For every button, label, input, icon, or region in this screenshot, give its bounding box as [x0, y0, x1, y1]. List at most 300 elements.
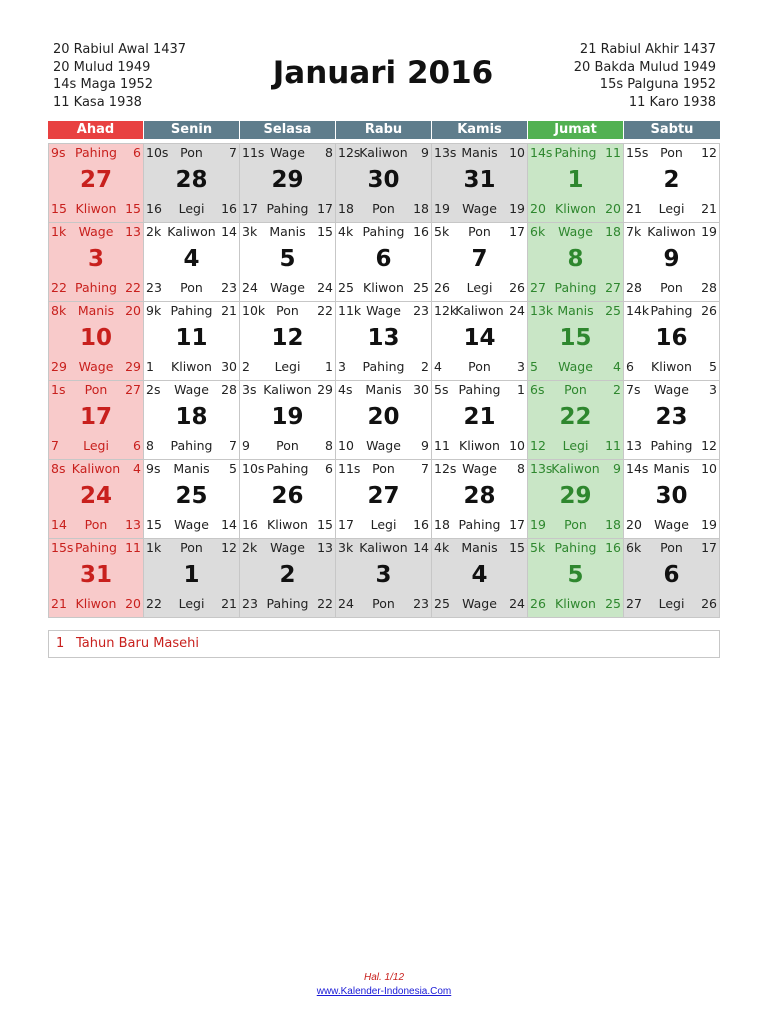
pasaran-day: Pahing	[554, 540, 597, 555]
saka-date: 13s	[530, 461, 553, 476]
hijri-day: 8	[325, 145, 333, 160]
wuku-day: 11	[605, 438, 621, 453]
day-cell[interactable]	[336, 381, 432, 460]
saka-date: 13k	[530, 303, 554, 318]
weekday-header-row	[48, 121, 720, 139]
gregorian-day-number: 13	[367, 325, 400, 351]
cell-bottom-row	[434, 438, 525, 454]
saka-date: 12s	[434, 461, 457, 476]
day-cell[interactable]	[432, 539, 528, 618]
cell-bottom-row	[51, 201, 141, 217]
pasaran-day: Pahing	[266, 596, 309, 611]
day-cell[interactable]	[144, 302, 240, 381]
pasaran-day: Legi	[274, 359, 301, 374]
header-right-line: 20 Bakda Mulud 1949	[573, 59, 716, 75]
wuku-day: 19	[509, 201, 525, 216]
hijri-day: 8	[517, 461, 525, 476]
day-cell[interactable]	[528, 302, 624, 381]
wuku-day: 15	[317, 517, 333, 532]
gregorian-day-number: 3	[375, 562, 392, 588]
wuku-day: 16	[413, 517, 429, 532]
saka-date: 9s	[51, 145, 66, 160]
gregorian-day-number: 1	[567, 167, 584, 193]
calendar-grid	[48, 121, 720, 618]
pasaran-day: Pon	[468, 359, 491, 374]
cell-bottom-row	[626, 438, 717, 454]
cell-top-row	[146, 540, 237, 556]
pasaran-day: Wage	[270, 280, 305, 295]
saka-date: 15s	[51, 540, 74, 555]
day-cell[interactable]	[144, 144, 240, 223]
cell-top-row	[338, 461, 429, 477]
day-cell[interactable]	[528, 223, 624, 302]
wuku-day: 23	[221, 280, 237, 295]
wuku-day: 4	[613, 359, 621, 374]
weekday-header-tuesday: Selasa	[240, 121, 336, 139]
hijri-day: 14	[413, 540, 429, 555]
pasaran-day: Legi	[83, 438, 109, 453]
gregorian-day-number: 26	[271, 483, 304, 509]
javanese-day: 17	[242, 201, 258, 216]
saka-date: 3k	[338, 540, 354, 555]
day-cell[interactable]	[48, 223, 144, 302]
hijri-day: 16	[413, 224, 429, 239]
day-cell[interactable]	[240, 539, 336, 618]
day-cell[interactable]	[48, 460, 144, 539]
cell-top-row	[626, 303, 717, 319]
weekday-header-sunday: Ahad	[48, 121, 144, 139]
cell-bottom-row	[242, 438, 333, 454]
javanese-day: 29	[51, 359, 67, 374]
pasaran-day: Pahing	[266, 201, 309, 216]
pasaran-day: Wage	[78, 359, 114, 374]
day-cell[interactable]	[144, 223, 240, 302]
day-cell[interactable]	[48, 144, 144, 223]
saka-date: 4s	[338, 382, 353, 397]
pasaran-day: Wage	[366, 303, 401, 318]
cell-bottom-row	[242, 201, 333, 217]
cell-bottom-row	[530, 201, 621, 217]
pasaran-day: Manis	[653, 461, 690, 476]
cell-top-row	[530, 540, 621, 556]
javanese-day: 15	[146, 517, 162, 532]
wuku-day: 23	[413, 596, 429, 611]
header-left-line: 20 Rabiul Awal 1437	[53, 42, 187, 57]
cell-bottom-row	[146, 438, 237, 454]
pasaran-day: Pon	[660, 540, 683, 555]
cell-bottom-row	[146, 517, 237, 533]
saka-date: 9s	[146, 461, 161, 476]
day-cell[interactable]	[336, 144, 432, 223]
hijri-day: 7	[421, 461, 429, 476]
gregorian-day-number: 6	[375, 246, 392, 272]
cell-bottom-row	[434, 280, 525, 296]
week-row	[48, 302, 720, 381]
cell-bottom-row	[338, 517, 429, 533]
hijri-javanese-end-dates	[574, 41, 716, 111]
pasaran-day: Pahing	[650, 303, 693, 318]
javanese-day: 23	[242, 596, 258, 611]
saka-date: 3s	[242, 382, 257, 397]
cell-top-row	[338, 224, 429, 240]
pasaran-day: Kliwon	[75, 596, 117, 611]
gregorian-day-number: 28	[175, 167, 208, 193]
weekday-header-wednesday: Rabu	[336, 121, 432, 139]
saka-date: 14s	[626, 461, 649, 476]
day-cell[interactable]	[240, 223, 336, 302]
pasaran-day: Pon	[84, 382, 108, 397]
cell-top-row	[626, 461, 717, 477]
javanese-day: 21	[626, 201, 642, 216]
hijri-day: 13	[125, 224, 141, 239]
cell-bottom-row	[530, 359, 621, 375]
day-cell[interactable]	[624, 223, 720, 302]
day-cell[interactable]	[336, 460, 432, 539]
hijri-day: 4	[133, 461, 141, 476]
javanese-day: 16	[146, 201, 162, 216]
cell-top-row	[51, 461, 141, 477]
gregorian-day-number: 25	[175, 483, 208, 509]
gregorian-day-number: 11	[175, 325, 208, 351]
hijri-day: 26	[701, 303, 717, 318]
pasaran-day: Pon	[180, 145, 203, 160]
gregorian-day-number: 8	[567, 246, 584, 272]
gregorian-day-number: 4	[183, 246, 200, 272]
javanese-day: 18	[338, 201, 354, 216]
week-row	[48, 144, 720, 223]
day-cell[interactable]	[528, 381, 624, 460]
javanese-day: 20	[626, 517, 642, 532]
cell-bottom-row	[530, 280, 621, 296]
cell-top-row	[626, 382, 717, 398]
hijri-day: 10	[509, 145, 525, 160]
day-cell[interactable]	[48, 539, 144, 618]
wuku-day: 15	[125, 201, 141, 216]
saka-date: 9k	[146, 303, 162, 318]
javanese-day: 10	[338, 438, 354, 453]
pasaran-day: Wage	[462, 201, 497, 216]
pasaran-day: Legi	[658, 201, 685, 216]
pasaran-day: Wage	[462, 596, 497, 611]
day-cell[interactable]	[432, 381, 528, 460]
wuku-day: 12	[701, 438, 717, 453]
pasaran-day: Pon	[180, 540, 203, 555]
day-cell[interactable]	[528, 144, 624, 223]
cell-top-row	[338, 540, 429, 556]
wuku-day: 17	[509, 517, 525, 532]
cell-top-row	[242, 145, 333, 161]
javanese-day: 27	[626, 596, 642, 611]
day-cell[interactable]	[336, 539, 432, 618]
cell-bottom-row	[626, 359, 717, 375]
pasaran-day: Legi	[178, 201, 205, 216]
saka-date: 10s	[242, 461, 265, 476]
gregorian-day-number: 27	[367, 483, 400, 509]
cell-top-row	[338, 145, 429, 161]
hijri-day: 7	[229, 145, 237, 160]
wuku-day: 2	[421, 359, 429, 374]
cell-bottom-row	[434, 517, 525, 533]
cell-bottom-row	[338, 359, 429, 375]
hijri-day: 23	[413, 303, 429, 318]
cell-bottom-row	[146, 201, 237, 217]
saka-date: 10s	[146, 145, 169, 160]
cell-bottom-row	[51, 438, 141, 454]
weekday-header-friday: Jumat	[528, 121, 624, 139]
header-right-line: 21 Rabiul Akhir 1437	[579, 42, 716, 57]
pasaran-day: Kaliwon	[167, 224, 216, 239]
pasaran-day: Pon	[564, 517, 587, 532]
day-cell[interactable]	[528, 539, 624, 618]
saka-date: 5k	[434, 224, 450, 239]
hijri-day: 15	[317, 224, 333, 239]
cell-top-row	[51, 224, 141, 240]
pasaran-day: Manis	[269, 224, 306, 239]
pasaran-day: Manis	[461, 145, 498, 160]
saka-date: 12s	[338, 145, 361, 160]
javanese-day: 27	[530, 280, 546, 295]
day-cell[interactable]	[528, 460, 624, 539]
hijri-day: 12	[221, 540, 237, 555]
cell-bottom-row	[51, 280, 141, 296]
javanese-day: 28	[626, 280, 642, 295]
javanese-day: 20	[530, 201, 546, 216]
gregorian-day-number: 19	[271, 404, 304, 430]
cell-bottom-row	[530, 517, 621, 533]
day-cell[interactable]	[336, 223, 432, 302]
hijri-day: 2	[613, 382, 621, 397]
cell-bottom-row	[530, 438, 621, 454]
javanese-day: 12	[530, 438, 546, 453]
wuku-day: 3	[517, 359, 525, 374]
cell-bottom-row	[242, 517, 333, 533]
gregorian-day-number: 17	[79, 404, 112, 430]
cell-bottom-row	[242, 359, 333, 375]
cell-top-row	[146, 224, 237, 240]
pasaran-day: Pahing	[362, 224, 405, 239]
wuku-day: 27	[605, 280, 621, 295]
pasaran-day: Manis	[461, 540, 498, 555]
wuku-day: 17	[317, 201, 333, 216]
gregorian-day-number: 2	[279, 562, 296, 588]
cell-top-row	[626, 540, 717, 556]
cell-top-row	[626, 224, 717, 240]
saka-date: 11s	[338, 461, 361, 476]
pasaran-day: Pon	[660, 280, 683, 295]
javanese-day: 19	[434, 201, 450, 216]
gregorian-day-number: 16	[655, 325, 688, 351]
hijri-day: 13	[317, 540, 333, 555]
javanese-day: 5	[530, 359, 538, 374]
javanese-day: 9	[242, 438, 250, 453]
cell-top-row	[338, 303, 429, 319]
cell-top-row	[51, 303, 141, 319]
cell-bottom-row	[242, 596, 333, 612]
cell-bottom-row	[51, 517, 141, 533]
day-cell[interactable]	[336, 302, 432, 381]
javanese-day: 4	[434, 359, 442, 374]
day-cell[interactable]	[144, 539, 240, 618]
hijri-day: 6	[133, 145, 141, 160]
day-cell[interactable]	[624, 302, 720, 381]
wuku-day: 20	[605, 201, 621, 216]
saka-date: 5k	[530, 540, 546, 555]
cell-bottom-row	[434, 201, 525, 217]
hijri-day: 29	[317, 382, 333, 397]
hijri-day: 19	[701, 224, 717, 239]
saka-date: 2s	[146, 382, 161, 397]
javanese-day: 24	[242, 280, 258, 295]
day-cell[interactable]	[624, 460, 720, 539]
calendar-weeks	[48, 143, 720, 618]
wuku-day: 7	[229, 438, 237, 453]
javanese-day: 1	[146, 359, 154, 374]
javanese-day: 22	[146, 596, 162, 611]
cell-top-row	[146, 382, 237, 398]
website-link[interactable]: www.Kalender-Indonesia.Com	[316, 986, 452, 997]
pasaran-day: Pahing	[266, 461, 309, 476]
pasaran-day: Pahing	[362, 359, 405, 374]
day-cell[interactable]	[48, 302, 144, 381]
day-cell[interactable]	[48, 381, 144, 460]
gregorian-day-number: 29	[559, 483, 592, 509]
day-cell[interactable]	[240, 144, 336, 223]
wuku-day: 20	[125, 596, 141, 611]
pasaran-day: Kliwon	[75, 201, 117, 216]
wuku-day: 30	[221, 359, 237, 374]
holiday-date: 1	[56, 636, 65, 651]
hijri-day: 20	[125, 303, 141, 318]
wuku-day: 18	[413, 201, 429, 216]
saka-date: 6k	[530, 224, 546, 239]
pasaran-day: Pahing	[458, 517, 501, 532]
day-cell[interactable]	[144, 460, 240, 539]
hijri-day: 10	[701, 461, 717, 476]
javanese-day: 8	[146, 438, 154, 453]
wuku-day: 1	[325, 359, 333, 374]
cell-bottom-row	[338, 201, 429, 217]
day-cell[interactable]	[432, 223, 528, 302]
page-title: Januari 2016	[272, 55, 494, 91]
pasaran-day: Kliwon	[459, 438, 500, 453]
day-cell[interactable]	[624, 381, 720, 460]
saka-date: 10k	[242, 303, 266, 318]
hijri-day: 28	[221, 382, 237, 397]
cell-top-row	[434, 224, 525, 240]
saka-date: 14k	[626, 303, 650, 318]
day-cell[interactable]	[240, 302, 336, 381]
pasaran-day: Wage	[270, 540, 305, 555]
saka-date: 5s	[434, 382, 449, 397]
javanese-day: 25	[434, 596, 450, 611]
wuku-day: 6	[133, 438, 141, 453]
cell-top-row	[434, 382, 525, 398]
javanese-day: 3	[338, 359, 346, 374]
cell-bottom-row	[434, 359, 525, 375]
gregorian-day-number: 22	[559, 404, 592, 430]
gregorian-day-number: 27	[79, 167, 112, 193]
cell-top-row	[146, 303, 237, 319]
gregorian-day-number: 23	[655, 404, 688, 430]
gregorian-day-number: 10	[79, 325, 112, 351]
weekday-header-thursday: Kamis	[432, 121, 528, 139]
pasaran-day: Pon	[276, 438, 299, 453]
gregorian-day-number: 9	[663, 246, 680, 272]
pasaran-day: Pon	[660, 145, 683, 160]
gregorian-day-number: 31	[463, 167, 496, 193]
hijri-javanese-start-dates	[53, 41, 186, 111]
pasaran-day: Wage	[558, 359, 593, 374]
cell-bottom-row	[626, 280, 717, 296]
javanese-day: 13	[626, 438, 642, 453]
saka-date: 14s	[530, 145, 553, 160]
day-cell[interactable]	[432, 460, 528, 539]
cell-top-row	[242, 540, 333, 556]
pasaran-day: Pon	[180, 280, 203, 295]
gregorian-day-number: 14	[463, 325, 496, 351]
pasaran-day: Wage	[654, 382, 689, 397]
day-cell[interactable]	[144, 381, 240, 460]
gregorian-day-number: 1	[183, 562, 200, 588]
gregorian-day-number: 29	[271, 167, 304, 193]
pasaran-day: Pon	[276, 303, 299, 318]
wuku-day: 21	[221, 596, 237, 611]
wuku-day: 21	[701, 201, 717, 216]
hijri-day: 22	[317, 303, 333, 318]
cell-top-row	[434, 461, 525, 477]
hijri-day: 16	[605, 540, 621, 555]
hijri-day: 21	[221, 303, 237, 318]
saka-date: 4k	[434, 540, 450, 555]
cell-top-row	[530, 145, 621, 161]
saka-date: 7k	[626, 224, 642, 239]
day-cell[interactable]	[624, 539, 720, 618]
pasaran-day: Legi	[562, 438, 589, 453]
pasaran-day: Wage	[174, 382, 209, 397]
wuku-day: 26	[509, 280, 525, 295]
pasaran-day: Kliwon	[363, 280, 404, 295]
javanese-day: 6	[626, 359, 634, 374]
cell-top-row	[530, 224, 621, 240]
day-cell[interactable]	[432, 144, 528, 223]
day-cell[interactable]	[240, 381, 336, 460]
day-cell[interactable]	[432, 302, 528, 381]
pasaran-day: Legi	[466, 280, 493, 295]
day-cell[interactable]	[624, 144, 720, 223]
pasaran-day: Kaliwon	[455, 303, 504, 318]
header-left-line: 11 Kasa 1938	[53, 94, 142, 110]
saka-date: 7s	[626, 382, 641, 397]
header-left-line: 14s Maga 1952	[53, 77, 154, 92]
cell-top-row	[51, 382, 141, 398]
pasaran-day: Pon	[468, 224, 491, 239]
cell-bottom-row	[146, 280, 237, 296]
pasaran-day: Pahing	[458, 382, 501, 397]
pasaran-day: Pahing	[170, 438, 213, 453]
gregorian-day-number: 7	[471, 246, 488, 272]
cell-top-row	[146, 461, 237, 477]
gregorian-day-number: 24	[79, 483, 112, 509]
pasaran-day: Manis	[557, 303, 594, 318]
pasaran-day: Kliwon	[555, 596, 596, 611]
day-cell[interactable]	[240, 460, 336, 539]
pasaran-day: Manis	[77, 303, 115, 318]
cell-top-row	[530, 461, 621, 477]
wuku-day: 18	[605, 517, 621, 532]
hijri-day: 1	[517, 382, 525, 397]
javanese-day: 7	[51, 438, 59, 453]
pasaran-day: Wage	[462, 461, 497, 476]
